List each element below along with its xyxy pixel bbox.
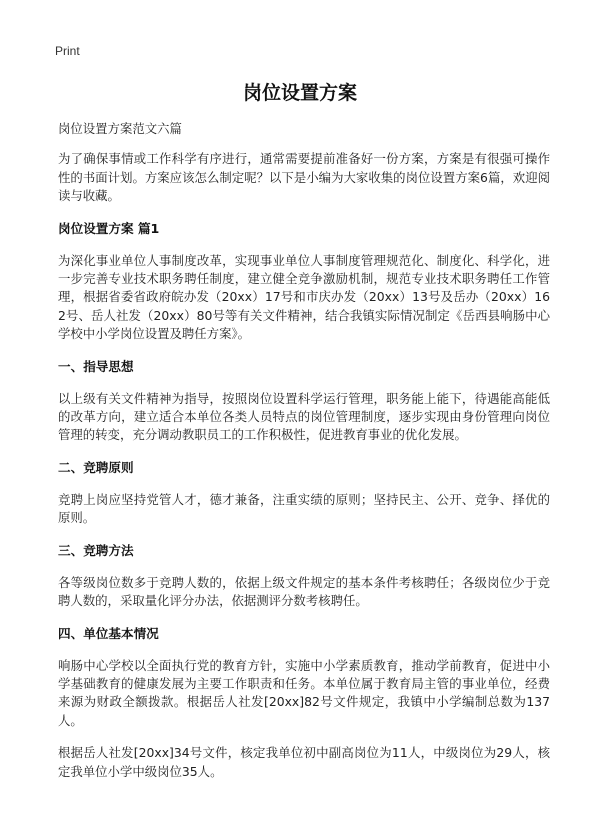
heading-competition-methods: 三、竞聘方法	[58, 542, 134, 558]
intro-paragraph: 为了确保事情或工作科学有序进行，通常需要提前准备好一份方案，方案是有很强可操作性的书面计划。方案应该怎么制定呢？以下是小编为大家收集的岗位设置方案6篇，欢迎阅读与收藏。	[58, 151, 550, 204]
heading-competition-principles: 二、竞聘原则	[58, 459, 134, 475]
document-subtitle: 岗位设置方案范文六篇	[58, 121, 182, 136]
section-intro-paragraph: 为深化事业单位人事制度改革，实现事业单位人事制度管理规范化、制度化、科学化，进一步完善专业技术职务聘任制度，建立健全竞争激励机制，规范专业技术职务聘任工作管理，根据省委省政府皖办发（20xx）17号和市庆办发（20xx）13号及岳办（20xx）162号、岳人社发（20xx）80号等有关文件精神，结合我镇实际情况制定《岳西县响肠中心学校中小学岗位设置及聘任方案》。	[58, 252, 550, 342]
paragraph-guiding-ideology: 以上级有关文件精神为指导，按照岗位设置科学运行管理，职务能上能下，待遇能高能低的改革方向，建立适合本单位各类人员特点的岗位管理制度，逐步实现由身份管理向岗位管理的转变，充分调动教职员工的工作积极性，促进教育事业的优化发展。	[58, 390, 550, 443]
document-body	[58, 120, 550, 795]
section-heading: 岗位设置方案 篇1	[58, 220, 160, 236]
paragraph-competition-methods: 各等级岗位数多于竞聘人数的，依据上级文件规定的基本条件考核聘任；各级岗位少于竞聘人数的，采取量化评分办法，依据测评分数考核聘任。	[58, 574, 550, 609]
heading-unit-basic-info: 四、单位基本情况	[58, 625, 159, 641]
paragraph-unit-basic-info: 响肠中心学校以全面执行党的教育方针，实施中小学素质教育，推动学前教育，促进中小学基础教育的健康发展为主要工作职责和任务。本单位属于教育局主管的事业单位，经费来源为财政全额拨款。根据岳人社发[20xx]82号文件规定，我镇中小学编制总数为137人。	[58, 657, 550, 728]
print-button[interactable]: Print	[55, 44, 80, 58]
page-title: 岗位设置方案	[242, 82, 357, 104]
paragraph-competition-principles: 竞聘上岗应坚持党管人才，德才兼备，注重实绩的原则；坚持民主、公开、竞争、择优的原则。	[58, 491, 550, 526]
paragraph-post-quota: 根据岳人社发[20xx]34号文件，核定我单位初中副高岗位为11人，中级岗位为29人，核定我单位小学中级岗位35人。	[58, 745, 550, 779]
heading-guiding-ideology: 一、指导思想	[58, 358, 134, 374]
